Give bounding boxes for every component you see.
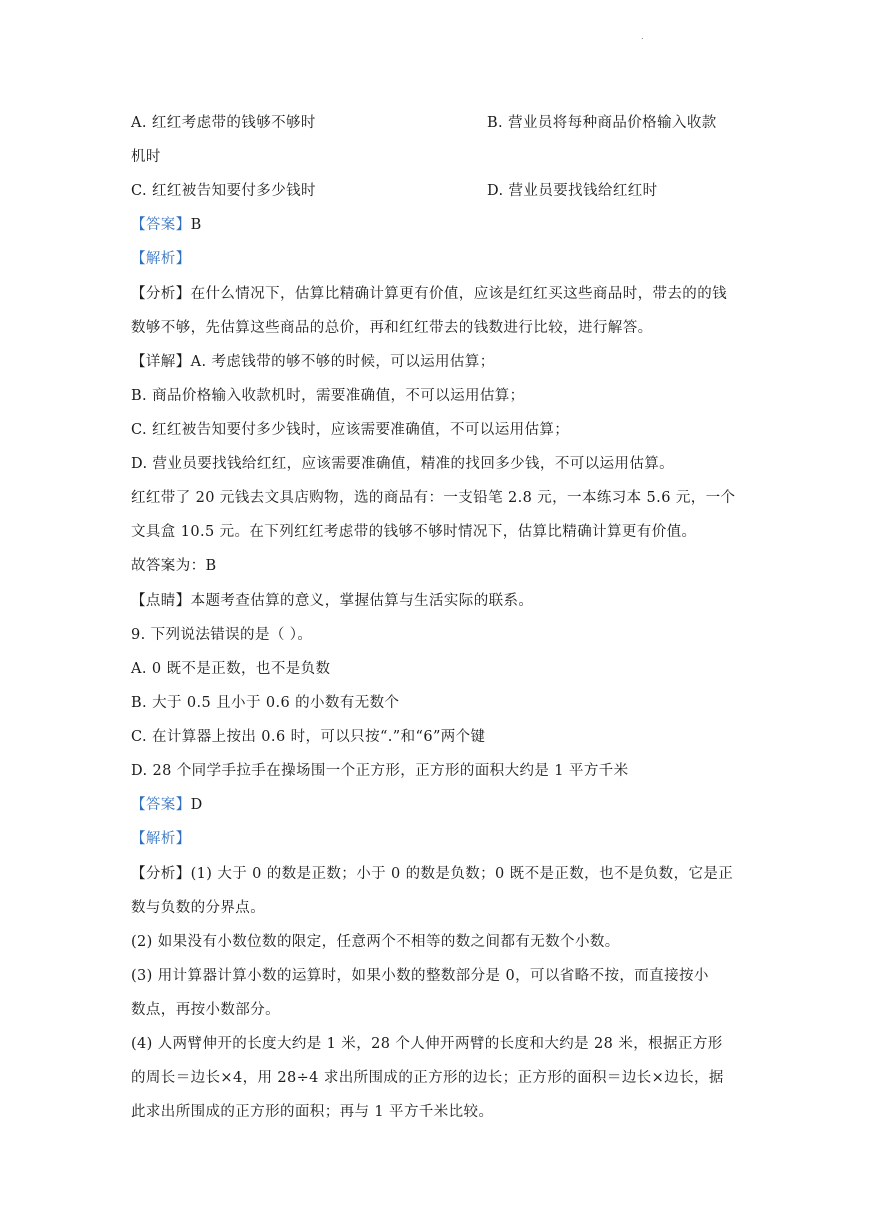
q9-point-4-line-3: 此求出所围成的正方形的面积；再与 1 平方千米比较。 (131, 1104, 494, 1120)
q9-point-4-line-1: (4) 人两臂伸开的长度大约是 1 米，28 个人伸开两臂的长度和大约是 28 米，根据正方形 (131, 1036, 723, 1052)
q9-option-a: A. 0 既不是正数，也不是负数 (131, 661, 331, 677)
q9-fenxi-line-1 (131, 864, 733, 884)
q8-explain-context-1: 红红带了 20 元钱去文具店购物，选的商品有：一支铅笔 2.8 元，一本练习本 5.6 元，一个 (131, 490, 736, 506)
q8-explain-b: B. 商品价格输入收款机时，需要准确值，不可以运用估算； (131, 388, 525, 404)
q9-fenxi-line-2: 数与负数的分界点。 (131, 900, 266, 916)
q8-option-d: D. 营业员要找钱给红红时 (487, 183, 658, 199)
q9-point-2: (2) 如果没有小数位数的限定，任意两个不相等的数之间都有无数个小数。 (131, 934, 620, 950)
answer-tag: 【答案】 (131, 217, 191, 233)
header-mark: . (641, 32, 644, 41)
q8-xiangjie-line-1 (131, 352, 495, 372)
q8-answer (131, 215, 202, 235)
dianjing-tag: 【点睛】 (131, 593, 191, 609)
answer-value: D (190, 797, 203, 813)
q9-option-c: C. 在计算器上按出 0.6 时，可以只按“.”和“6”两个键 (131, 729, 486, 745)
q8-analysis-tag: 【解析】 (131, 251, 191, 267)
q8-fenxi-line-2: 数够不够，先估算这些商品的总价，再和红红带去的钱数进行比较，进行解答。 (131, 320, 653, 336)
fenxi-text: 在什么情况下，估算比精确计算更有价值，应该是红红买这些商品时，带去的的钱 (190, 286, 728, 302)
q9-point-3-line-1: (3) 用计算器计算小数的运算时，如果小数的整数部分是 0，可以省略不按，而直接按小 (131, 968, 709, 984)
q8-option-b: B. 营业员将每种商品价格输入收款 (487, 115, 717, 131)
xiangjie-tag: 【详解】 (131, 354, 191, 370)
q9-stem: 9. 下列说法错误的是（ ）。 (131, 627, 313, 643)
xiangjie-text: A. 考虑钱带的够不够的时候，可以运用估算； (190, 354, 495, 370)
fenxi-text: (1) 大于 0 的数是正数；小于 0 的数是负数；0 既不是正数，也不是负数，它是正 (190, 866, 734, 882)
q9-option-b: B. 大于 0.5 且小于 0.6 的小数有无数个 (131, 695, 400, 711)
q8-explain-conclusion: 故答案为：B (131, 558, 217, 574)
q8-explain-c: C. 红红被告知要付多少钱时，应该需要准确值，不可以运用估算； (131, 422, 570, 438)
answer-value: B (190, 217, 202, 233)
fenxi-tag: 【分析】 (131, 866, 191, 882)
q8-dianjing (131, 591, 533, 611)
answer-tag: 【答案】 (131, 797, 191, 813)
fenxi-tag: 【分析】 (131, 286, 191, 302)
q8-fenxi-line-1 (131, 284, 727, 304)
q9-analysis-tag: 【解析】 (131, 831, 191, 847)
dianjing-text: 本题考查估算的意义，掌握估算与生活实际的联系。 (190, 593, 534, 609)
q8-option-a: A. 红红考虑带的钱够不够时 (131, 115, 316, 131)
q8-option-c: C. 红红被告知要付多少钱时 (131, 183, 316, 199)
q8-explain-context-2: 文具盒 10.5 元。在下列红红考虑带的钱够不够时情况下，估算比精确计算更有价值。 (131, 524, 697, 540)
q9-point-3-line-2: 数点，再按小数部分。 (131, 1002, 280, 1018)
q9-option-d: D. 28 个同学手拉手在操场围一个正方形，正方形的面积大约是 1 平方千米 (131, 763, 629, 779)
q8-option-b-continued: 机时 (131, 149, 161, 165)
q8-explain-d: D. 营业员要找钱给红红，应该需要准确值，精准的找回多少钱，不可以运用估算。 (131, 456, 675, 472)
q9-point-4-line-2: 的周长＝边长×4，用 28÷4 求出所围成的正方形的边长；正方形的面积＝边长×边长，据 (131, 1070, 724, 1086)
q9-answer (131, 795, 203, 815)
